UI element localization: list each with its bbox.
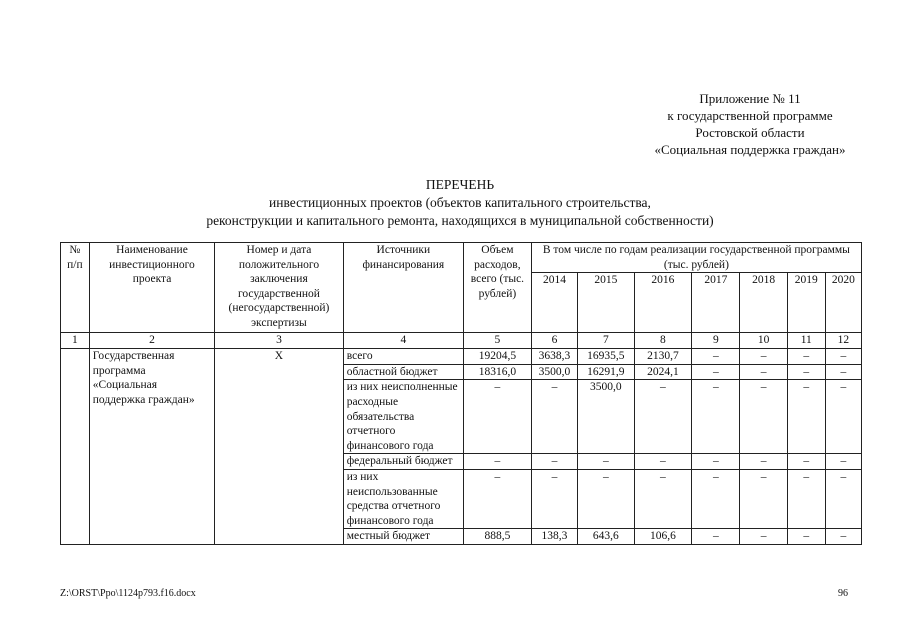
source-cell: из них неиспользованные средства отчетного финансового года <box>343 469 463 528</box>
year-value-cell: – <box>531 380 577 454</box>
row-number-cell <box>61 349 90 545</box>
column-number: 4 <box>343 333 463 349</box>
project-name: Государственная программа «Социальная поддержка граждан» <box>89 349 214 545</box>
year-value-cell: 16291,9 <box>578 364 635 380</box>
year-value-cell: – <box>531 454 577 470</box>
column-number: 2 <box>89 333 214 349</box>
year-value-cell: 16935,5 <box>578 349 635 365</box>
header-volume: Объем расходов, всего (тыс. рублей) <box>463 243 531 333</box>
year-value-cell: – <box>825 454 861 470</box>
year-value-cell: – <box>787 529 825 545</box>
year-value-cell: 3638,3 <box>531 349 577 365</box>
column-number: 3 <box>215 333 344 349</box>
total-cell: 19204,5 <box>463 349 531 365</box>
header-by-years: В том числе по годам реализации государственной программы (тыс. рублей) <box>531 243 861 273</box>
column-number: 5 <box>463 333 531 349</box>
year-value-cell: – <box>692 529 740 545</box>
document-title <box>60 176 860 230</box>
year-value-cell: – <box>692 349 740 365</box>
column-number: 12 <box>825 333 861 349</box>
year-value-cell: – <box>787 364 825 380</box>
year-value-cell: 3500,0 <box>578 380 635 454</box>
year-value-cell: – <box>531 469 577 528</box>
year-value-cell: 2024,1 <box>634 364 692 380</box>
year-value-cell: – <box>578 454 635 470</box>
investment-projects-table <box>60 242 862 545</box>
column-number: 6 <box>531 333 577 349</box>
header-year: 2016 <box>634 273 692 333</box>
header-name: Наименование инвестиционного проекта <box>89 243 214 333</box>
appendix-line-4: «Социальная поддержка граждан» <box>654 142 846 157</box>
year-value-cell: – <box>740 454 787 470</box>
source-cell: всего <box>343 349 463 365</box>
header-year: 2015 <box>578 273 635 333</box>
source-cell: областной бюджет <box>343 364 463 380</box>
header-year: 2018 <box>740 273 787 333</box>
table-row <box>61 349 862 365</box>
year-value-cell: 106,6 <box>634 529 692 545</box>
title-line-2: реконструкции и капитального ремонта, находящихся в муниципальной собственности) <box>206 213 714 228</box>
source-cell: федеральный бюджет <box>343 454 463 470</box>
year-value-cell: – <box>787 469 825 528</box>
appendix-line-3: Ростовской области <box>695 125 805 140</box>
year-value-cell: 643,6 <box>578 529 635 545</box>
appendix-note <box>600 90 900 158</box>
footer-page-number: 96 <box>838 588 848 599</box>
column-number: 10 <box>740 333 787 349</box>
header-year: 2020 <box>825 273 861 333</box>
year-value-cell: – <box>692 454 740 470</box>
year-value-cell: – <box>787 454 825 470</box>
total-cell: 888,5 <box>463 529 531 545</box>
column-number: 9 <box>692 333 740 349</box>
year-value-cell: – <box>825 349 861 365</box>
column-number: 11 <box>787 333 825 349</box>
header-sources: Источники финансирования <box>343 243 463 333</box>
header-num: № п/п <box>61 243 90 333</box>
year-value-cell: 2130,7 <box>634 349 692 365</box>
year-value-cell: – <box>634 469 692 528</box>
header-year: 2019 <box>787 273 825 333</box>
year-value-cell: – <box>825 364 861 380</box>
year-value-cell: – <box>692 469 740 528</box>
year-value-cell: – <box>740 380 787 454</box>
year-value-cell: – <box>740 349 787 365</box>
year-value-cell: – <box>740 469 787 528</box>
year-value-cell: – <box>740 364 787 380</box>
appendix-line-1: Приложение № 11 <box>699 91 801 106</box>
footer-file-path: Z:\ORST\Ppo\1124p793.f16.docx <box>60 588 196 599</box>
year-value-cell: – <box>692 364 740 380</box>
year-value-cell: 138,3 <box>531 529 577 545</box>
column-number: 8 <box>634 333 692 349</box>
year-value-cell: – <box>634 380 692 454</box>
header-row-1 <box>61 243 862 273</box>
title-line-1: инвестиционных проектов (объектов капитального строительства, <box>269 195 651 210</box>
total-cell: – <box>463 469 531 528</box>
project-conclusion: Х <box>215 349 344 545</box>
year-value-cell: – <box>787 349 825 365</box>
source-cell: местный бюджет <box>343 529 463 545</box>
year-value-cell: – <box>825 380 861 454</box>
source-cell: из них неисполненные расходные обязательства отчетного финансового года <box>343 380 463 454</box>
year-value-cell: – <box>825 529 861 545</box>
year-value-cell: – <box>787 380 825 454</box>
column-number: 1 <box>61 333 90 349</box>
year-value-cell: – <box>740 529 787 545</box>
total-cell: – <box>463 380 531 454</box>
column-number: 7 <box>578 333 635 349</box>
year-value-cell: – <box>825 469 861 528</box>
appendix-line-2: к государственной программе <box>667 108 833 123</box>
year-value-cell: – <box>634 454 692 470</box>
total-cell: 18316,0 <box>463 364 531 380</box>
title-heading: ПЕРЕЧЕНЬ <box>425 177 495 192</box>
header-conclusion: Номер и дата положительного заключения государственной (негосударственной) экспертизы <box>215 243 344 333</box>
header-year: 2017 <box>692 273 740 333</box>
header-year: 2014 <box>531 273 577 333</box>
year-value-cell: – <box>692 380 740 454</box>
total-cell: – <box>463 454 531 470</box>
year-value-cell: – <box>578 469 635 528</box>
column-number-row <box>61 333 862 349</box>
year-value-cell: 3500,0 <box>531 364 577 380</box>
